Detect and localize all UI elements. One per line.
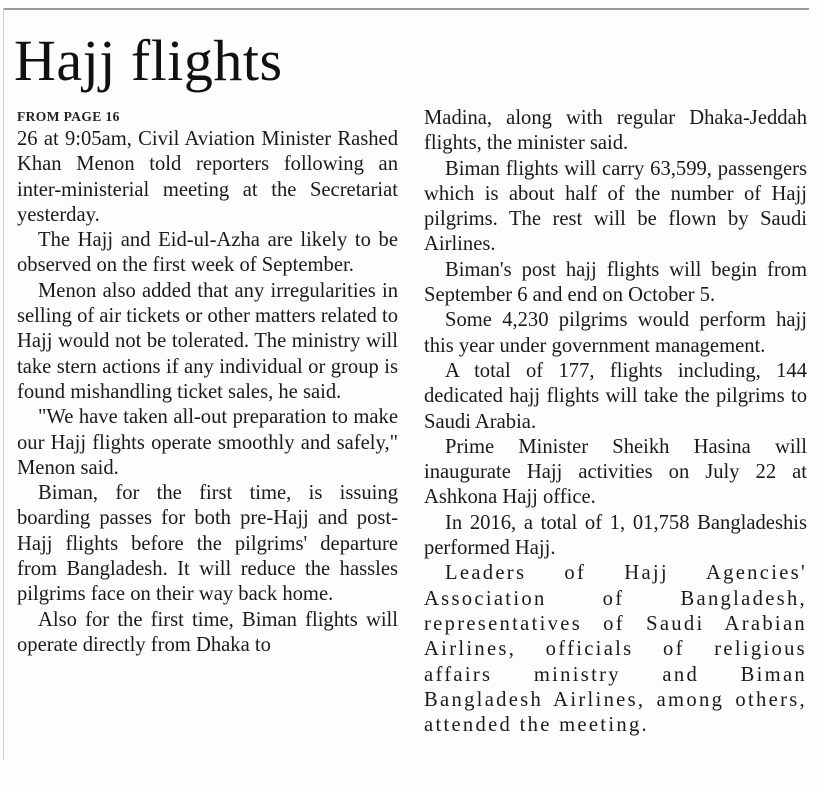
continuation-kicker: FROM PAGE 16 [17,109,120,124]
paragraph: Also for the first time, Biman flights will operate directly from Dhaka to [17,608,398,656]
paragraph: Menon also added that any irregularities in selling of air tickets or other matters related to Hajj would not be tolerated. The ministry will take stern actions if any individual or group is found mishandling ticket sales, he said. [17,279,398,403]
paragraph: Biman, for the first time, is issuing boarding passes for both pre-Hajj and post-Hajj flights before the pilgrims' departure from Bangladesh. It will reduce the hassles pilgrims face on their way back home. [17,482,398,606]
paragraph: Biman's post hajj flights will begin from September 6 and end on October 5. [424,258,807,307]
paragraph: 26 at 9:05am, Civil Aviation Minister Rashed Khan Menon told reporters following an inter-ministerial meeting at the Secretariat yesterday. [17,128,398,226]
left-column [17,106,398,658]
paragraph: Prime Minister Sheikh Hasina will inaugurate Hajj activities on July 22 at Ashkona Hajj office. [424,435,807,509]
paragraph: In 2016, a total of 1, 01,758 Bangladeshis performed Hajj. [424,511,807,560]
paragraph: The Hajj and Eid-ul-Azha are likely to be observed on the first week of September. [17,229,398,277]
paragraph: Leaders of Hajj Agencies' Association of Bangladesh, representatives of Saudi Arabian Airlines, officials of religious affairs ministry and Biman Bangladesh Airlines, among others, attended the meeting. [424,562,807,737]
right-column [424,106,807,738]
paragraph: A total of 177, flights including, 144 dedicated hajj flights will take the pilgrims to Saudi Arabia. [424,359,807,433]
top-rule [4,8,809,10]
paragraph: Madina, along with regular Dhaka-Jeddah flights, the minister said. [424,107,807,155]
paragraph: Biman flights will carry 63,599, passengers which is about half of the number of Hajj pilgrims. The rest will be flown by Saudi Airlines. [424,157,807,256]
paragraph: Some 4,230 pilgrims would perform hajj this year under government management. [424,309,807,357]
paragraph: "We have taken all-out preparation to make our Hajj flights operate smoothly and safely," Menon said. [17,406,398,479]
left-rule [3,8,4,760]
headline: Hajj flights [14,28,283,93]
